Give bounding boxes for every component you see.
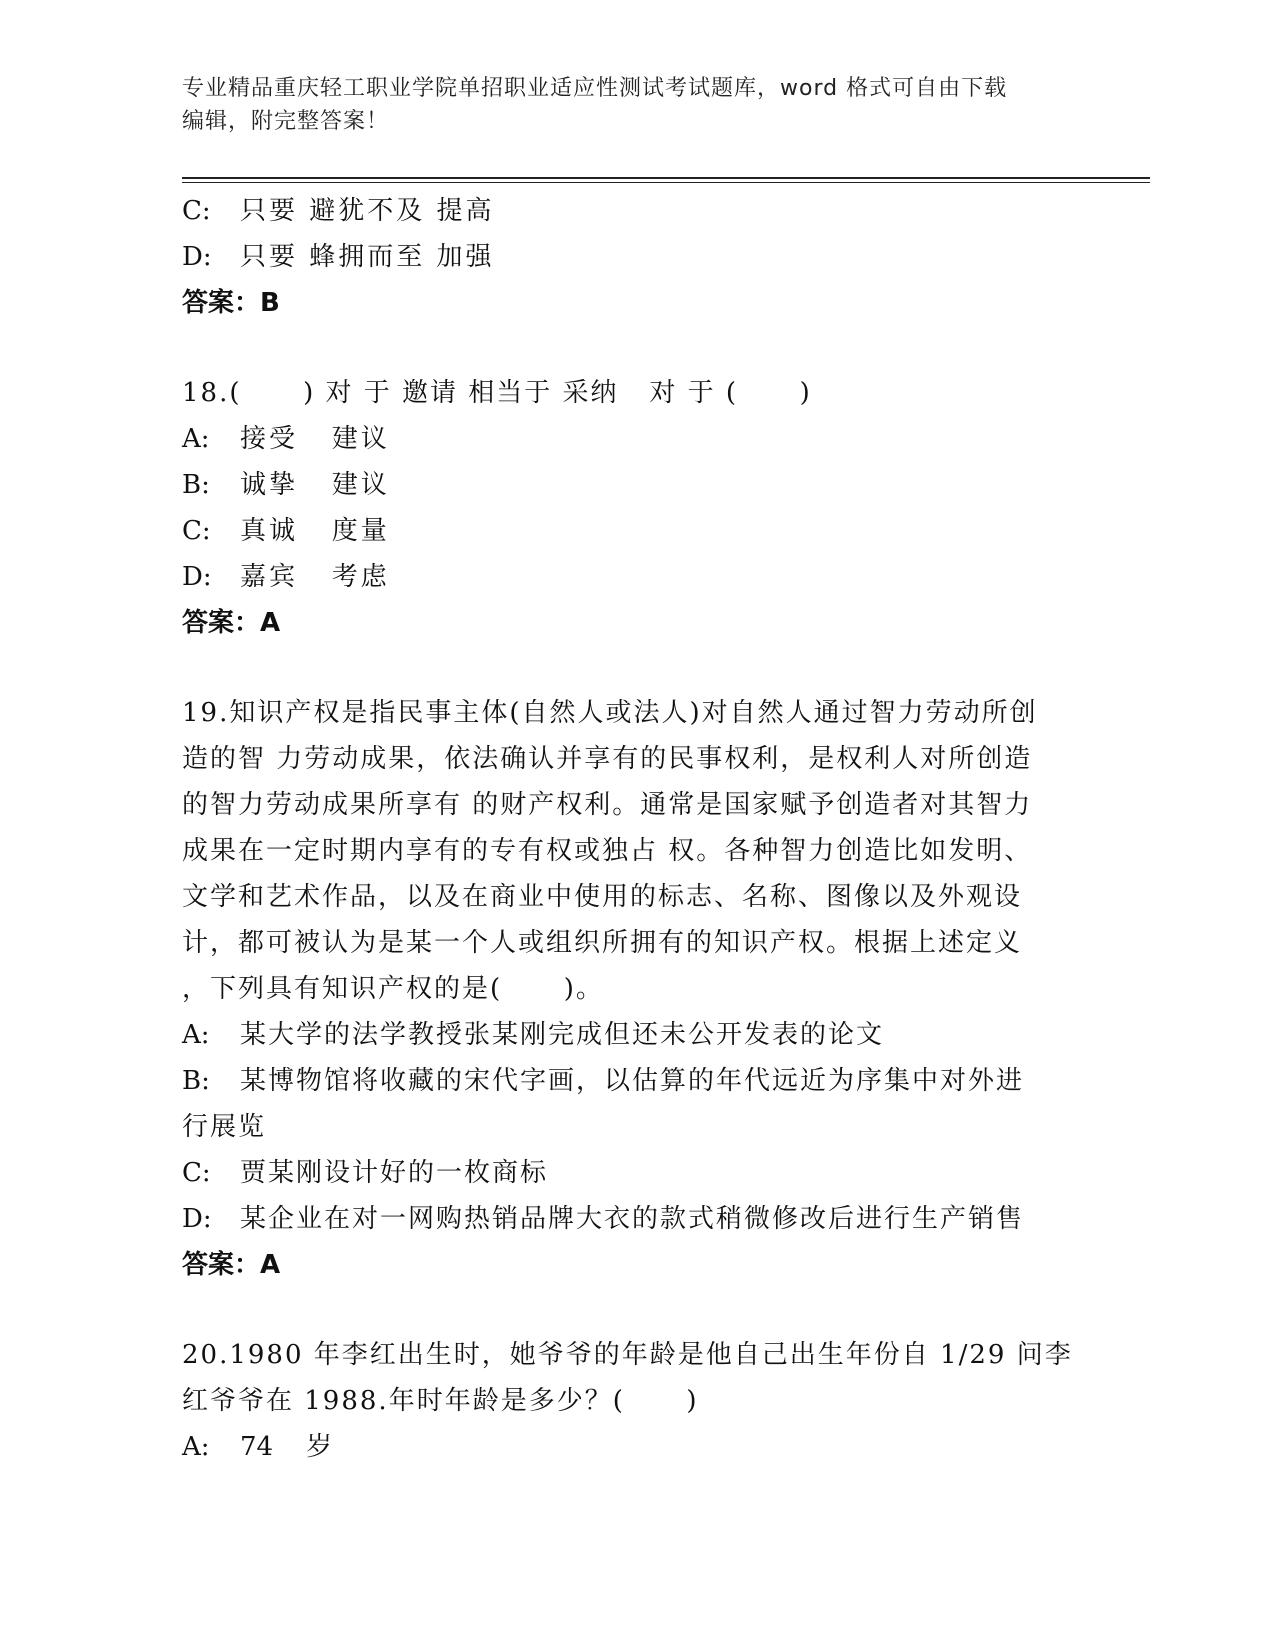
question-18-stem: 18.( ) 对 于 邀请 相当于 采纳 对 于 ( ) <box>182 378 812 408</box>
spacer <box>182 1288 1082 1332</box>
header-line-1: 专业精品重庆轻工职业学院单招职业适应性测试考试题库，word 格式可自由下载 <box>182 76 1008 101</box>
option-text: 某企业在对一网购热销品牌大衣的款式稍微修改后进行生产销售 <box>240 1204 1025 1234</box>
option-b-continuation: 行展览 <box>182 1112 267 1142</box>
option-label: A: <box>182 424 210 454</box>
header-rule-thin <box>182 182 1150 183</box>
option-c <box>182 1150 1082 1196</box>
option-c <box>182 188 1082 234</box>
option-d <box>182 554 1082 600</box>
option-text: 只要 蜂拥而至 加强 <box>240 242 495 272</box>
option-a <box>182 1424 1082 1470</box>
question-19-stem-line: 造的智 力劳动成果，依法确认并享有的民事权利，是权利人对所创造 <box>182 744 1033 774</box>
option-c <box>182 508 1082 554</box>
option-label: D: <box>182 562 212 592</box>
option-a <box>182 416 1082 462</box>
question-19-stem-line: 计，都可被认为是某一个人或组织所拥有的知识产权。根据上述定义 <box>182 928 1023 958</box>
option-label: D: <box>182 242 212 272</box>
option-label: B: <box>182 470 210 500</box>
option-text: 诚挚 建议 <box>240 470 390 500</box>
answer-line: 答案：A <box>182 608 281 638</box>
spacer <box>182 646 1082 690</box>
question-19-stem-line: 的智力劳动成果所享有 的财产权利。通常是国家赋予创造者对其智力 <box>182 790 1033 820</box>
answer-line: 答案：A <box>182 1250 281 1280</box>
question-19-stem-line: 文学和艺术作品，以及在商业中使用的标志、名称、图像以及外观设 <box>182 882 1023 912</box>
question-19-stem-line: ，下列具有知识产权的是( )。 <box>182 974 604 1004</box>
question-20-stem-line: 20.1980 年李红出生时，她爷爷的年龄是他自己出生年份自 1/29 问李 <box>182 1340 1073 1370</box>
option-text: 某博物馆将收藏的宋代字画，以估算的年代远近为序集中对外进 <box>240 1066 1025 1096</box>
option-label: C: <box>182 516 211 546</box>
question-19-stem-line: 19.知识产权是指民事主体(自然人或法人)对自然人通过智力劳动所创 <box>182 698 1038 728</box>
option-text: 嘉宾 考虑 <box>240 562 390 592</box>
option-text: 只要 避犹不及 提高 <box>240 196 495 226</box>
option-d <box>182 234 1082 280</box>
option-d <box>182 1196 1082 1242</box>
document-header <box>182 72 1062 138</box>
option-label: B: <box>182 1066 210 1096</box>
header-line-2: 编辑，附完整答案！ <box>182 109 390 134</box>
question-19-stem-line: 成果在一定时期内享有的专有权或独占 权。各种智力创造比如发明、 <box>182 836 1033 866</box>
option-b <box>182 1058 1082 1104</box>
option-label: A: <box>182 1020 210 1050</box>
option-text: 74 岁 <box>240 1432 333 1462</box>
header-rule-thick <box>182 177 1150 179</box>
option-text: 接受 建议 <box>240 424 390 454</box>
option-text: 真诚 度量 <box>240 516 390 546</box>
option-text: 贾某刚设计好的一枚商标 <box>240 1158 549 1188</box>
option-label: C: <box>182 196 211 226</box>
answer-line: 答案：B <box>182 288 280 318</box>
option-text: 某大学的法学教授张某刚完成但还未公开发表的论文 <box>240 1020 885 1050</box>
question-content <box>182 188 1082 1470</box>
spacer <box>182 326 1082 370</box>
option-label: C: <box>182 1158 211 1188</box>
option-b <box>182 462 1082 508</box>
option-label: A: <box>182 1432 210 1462</box>
question-20-stem-line: 红爷爷在 1988.年时年龄是多少？( ) <box>182 1386 699 1416</box>
option-a <box>182 1012 1082 1058</box>
option-label: D: <box>182 1204 212 1234</box>
